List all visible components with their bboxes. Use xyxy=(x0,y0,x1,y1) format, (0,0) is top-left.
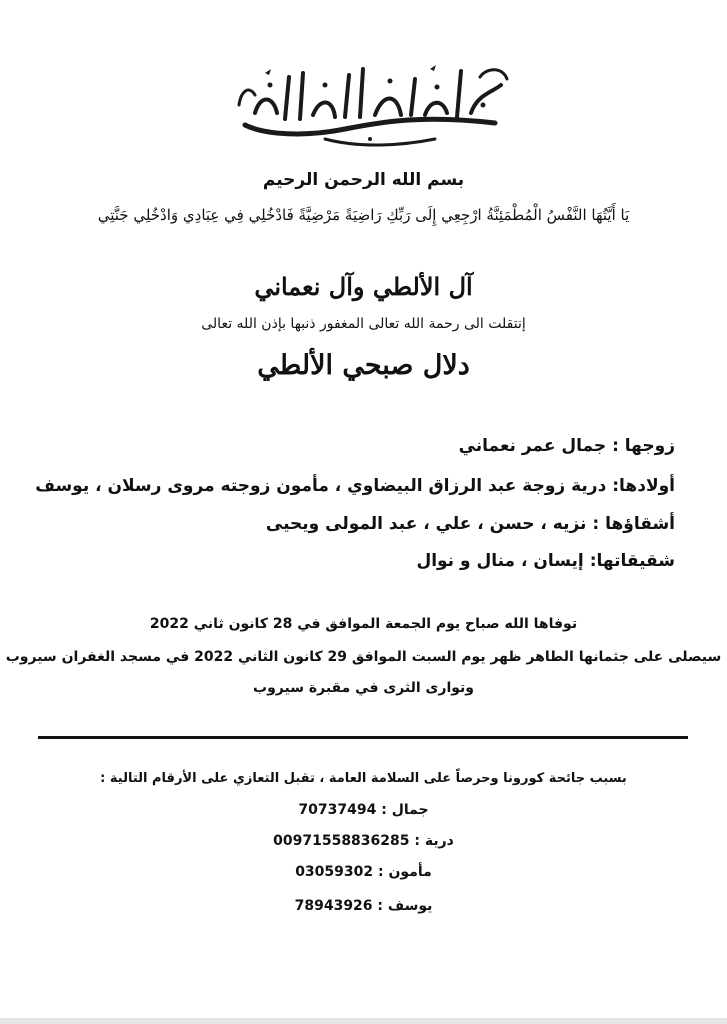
relative-label: شقيقاتها: xyxy=(589,551,675,571)
death-date-line: توفاها الله صباح يوم الجمعة الموافق في 28 كانون ثاني 2022 xyxy=(149,616,578,632)
contact-row xyxy=(0,864,727,880)
contact-name: جمال : xyxy=(381,802,429,818)
prayer-line: سيصلى على جثمانها الطاهر ظهر يوم السبت الموافق 29 كانون الثاني 2022 في مسجد الغفران سيروب xyxy=(5,649,722,665)
calligraphy-logo xyxy=(225,55,525,150)
contact-number: 78943926 xyxy=(294,898,373,914)
basmala: بسم الله الرحمن الرحيم xyxy=(262,170,465,190)
relative-value: جمال عمر نعماني xyxy=(458,436,607,456)
relative-children xyxy=(35,476,675,496)
contact-number: 03059302 xyxy=(295,864,374,880)
bottom-edge xyxy=(0,1018,727,1024)
relative-label: أولادها: xyxy=(612,476,675,496)
relative-label: أشقاؤها : xyxy=(592,514,675,534)
contact-number: 70737494 xyxy=(298,802,377,818)
contact-name: يوسف : xyxy=(377,898,433,914)
contact-row xyxy=(0,898,727,914)
quran-verse: يَا أَيَّتُهَا النَّفْسُ الْمُطْمَئِنَّةُ ارْجِعِي إِلَى رَبِّكِ رَاضِيَةً مَرْضِيَّةً فَادْخُلِي فِي عِبَادِي وَادْخُلِي جَنَّتِي xyxy=(97,206,630,224)
contact-row xyxy=(0,833,727,849)
burial-line: وتوارى الثرى في مقبرة سيروب xyxy=(253,680,474,696)
contact-row xyxy=(0,802,727,818)
relative-value: إيسان ، منال و نوال xyxy=(416,551,584,571)
family-names: آل الألطي وآل نعماني xyxy=(254,272,473,301)
deceased-name: دلال صبحي الألطي xyxy=(257,350,470,381)
relative-sisters xyxy=(416,551,675,571)
relative-brothers xyxy=(266,514,675,534)
passed-away-line: إنتقلت الى رحمة الله تعالى المغفور ذنبها بإذن الله تعالى xyxy=(201,316,526,332)
relative-value: نزيه ، حسن ، علي ، عبد المولى ويحيى xyxy=(265,514,587,534)
contact-number: 00971558836285 xyxy=(273,833,410,849)
relative-husband xyxy=(459,436,675,456)
divider xyxy=(38,736,688,739)
contact-name: مأمون : xyxy=(378,864,432,880)
relative-value: درية زوجة عبد الرزاق البيضاوي ، مأمون زوجته مروى رسلان ، يوسف xyxy=(35,476,607,496)
relative-label: زوجها : xyxy=(612,436,675,456)
contact-name: درية : xyxy=(414,833,454,849)
condolence-note: بسبب جائحة كورونا وحرصاً على السلامة العامة ، تقبل التعازي على الأرقام التالية : xyxy=(100,771,627,786)
